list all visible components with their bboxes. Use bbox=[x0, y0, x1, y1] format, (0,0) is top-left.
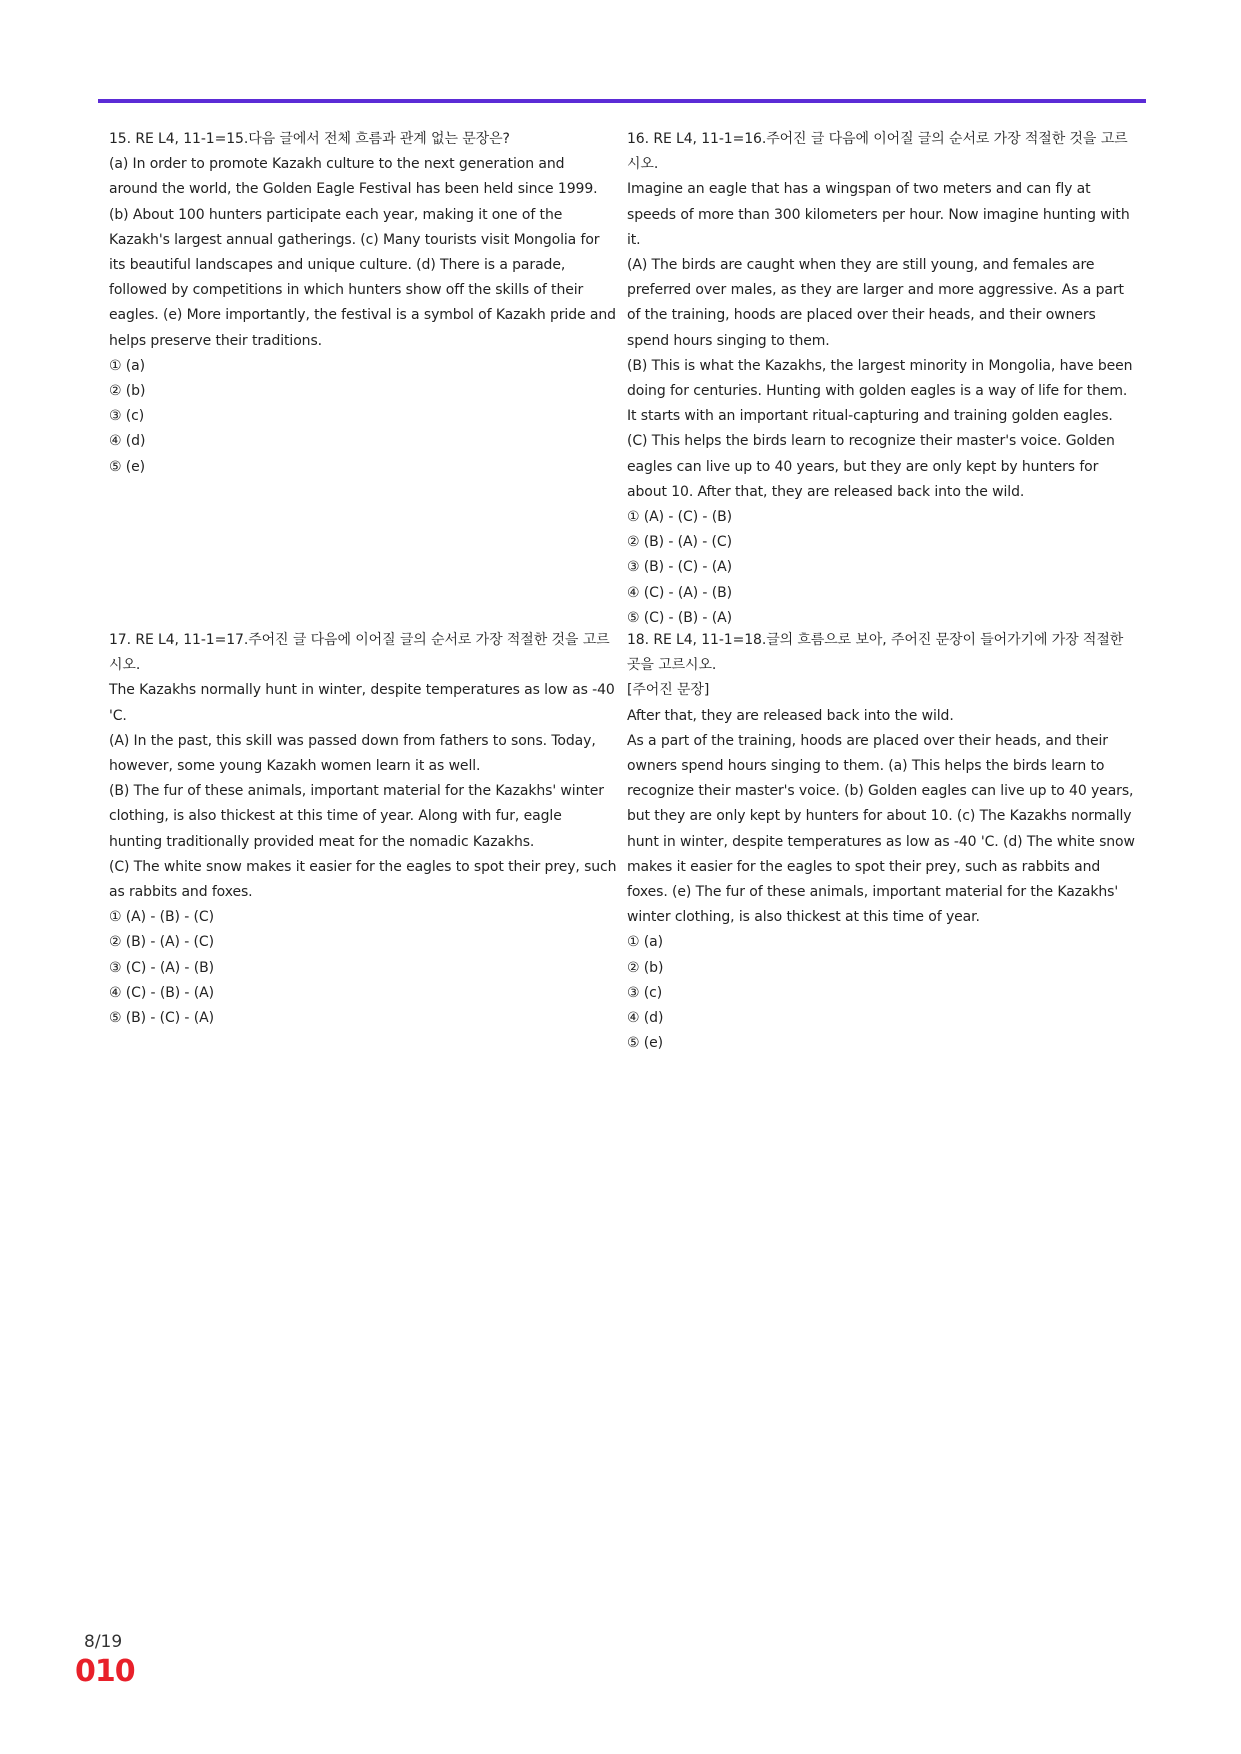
answer-option-3[interactable]: ③ (B) - (C) - (A) bbox=[627, 559, 732, 576]
question-17 bbox=[109, 628, 621, 1031]
answer-option-5[interactable]: ⑤ (e) bbox=[627, 1035, 664, 1052]
answer-option-4[interactable]: ④ (d) bbox=[109, 433, 146, 450]
answer-option-1[interactable]: ① (A) - (C) - (B) bbox=[627, 509, 732, 526]
question-16 bbox=[627, 127, 1135, 631]
header-divider bbox=[98, 99, 1146, 103]
given-sentence-label: [주어진 문장] bbox=[627, 682, 710, 699]
question-passage: (a) In order to promote Kazakh culture to the next generation and around the world, the Golden Eagle Festival has been held since 1999. (b) About 100 hunters participate each year, making it one of the Kazakh's largest annual gatherings. (c) Many tourists visit Mongolia for its beautiful landscapes and unique culture. (d) There is a parade, followed by competitions in which hunters show off the skills of their eagles. (e) More importantly, the festival is a symbol of Kazakh pride and helps preserve their traditions. bbox=[109, 156, 621, 349]
answer-option-2[interactable]: ② (B) - (A) - (C) bbox=[109, 934, 214, 951]
answer-option-5[interactable]: ⑤ (e) bbox=[109, 458, 146, 475]
paragraph-b: (B) This is what the Kazakhs, the largest minority in Mongolia, have been doing for centuries. Hunting with golden eagles is a way of life for them. It starts with an important ritual-capturing and training golden eagles. bbox=[627, 357, 1137, 425]
question-15 bbox=[109, 127, 621, 480]
answer-option-1[interactable]: ① (a) bbox=[109, 357, 146, 374]
answer-option-5[interactable]: ⑤ (C) - (B) - (A) bbox=[627, 609, 732, 626]
answer-option-2[interactable]: ② (b) bbox=[109, 383, 146, 400]
paragraph-c: (C) This helps the birds learn to recognize their master's voice. Golden eagles can live up to 40 years, but they are only kept by hunters for about 10. After that, they are released back into the wild. bbox=[627, 433, 1120, 500]
paragraph-b: (B) The fur of these animals, important material for the Kazakhs' winter clothing, is also thickest at this time of year. Along with fur, eagle hunting traditionally provided meat for the nomadic Kazakhs. bbox=[109, 783, 609, 850]
question-intro: Imagine an eagle that has a wingspan of two meters and can fly at speeds of more than 300 kilometers per hour. Now imagine hunting with it. bbox=[627, 181, 1134, 248]
page-number: 8/19 bbox=[84, 1632, 123, 1652]
question-intro: The Kazakhs normally hunt in winter, despite temperatures as low as -40 'C. bbox=[109, 682, 620, 724]
paragraph-a: (A) In the past, this skill was passed down from fathers to sons. Today, however, some young Kazakh women learn it as well. bbox=[109, 732, 601, 775]
answer-option-3[interactable]: ③ (c) bbox=[109, 408, 145, 425]
question-header: 18. RE L4, 11-1=18.글의 흐름으로 보아, 주어진 문장이 들어가기에 가장 적절한 곳을 고르시오. bbox=[627, 632, 1128, 674]
question-header: 15. RE L4, 11-1=15.다음 글에서 전체 흐름과 관계 없는 문장은? bbox=[109, 131, 510, 147]
paragraph-c: (C) The white snow makes it easier for the eagles to spot their prey, such as rabbits and foxes. bbox=[109, 858, 621, 901]
paragraph-a: (A) The birds are caught when they are still young, and females are preferred over males, as they are larger and more aggressive. As a part of the training, hoods are placed over their heads, and their owners spend hours singing to them. bbox=[627, 257, 1129, 349]
answer-option-5[interactable]: ⑤ (B) - (C) - (A) bbox=[109, 1010, 214, 1027]
given-sentence: After that, they are released back into the wild. bbox=[627, 707, 954, 724]
answer-option-1[interactable]: ① (A) - (B) - (C) bbox=[109, 909, 214, 926]
answer-option-3[interactable]: ③ (c) bbox=[627, 984, 663, 1001]
answer-option-4[interactable]: ④ (C) - (A) - (B) bbox=[627, 584, 732, 601]
question-passage: As a part of the training, hoods are placed over their heads, and their owners spend hours singing to them. (a) This helps the birds learn to recognize their master's voice. (b) Golden eagles can live up to 40 years, but they are only kept by hunters for about 10. (c) The Kazakhs normally hunt in winter, despite temperatures as low as -40 'C. (d) The white snow makes it easier for the eagles to spot their prey, such as rabbits and foxes. (e) The fur of these animals, important material for the Kazakhs' winter clothing, is also thickest at this time of year. bbox=[627, 732, 1140, 926]
question-18 bbox=[627, 628, 1140, 1056]
brand-logo: 010 bbox=[75, 1654, 135, 1689]
question-header: 16. RE L4, 11-1=16.주어진 글 다음에 이어질 글의 순서로 가장 적절한 것을 고르시오. bbox=[627, 131, 1128, 173]
answer-option-4[interactable]: ④ (C) - (B) - (A) bbox=[109, 984, 214, 1001]
answer-option-4[interactable]: ④ (d) bbox=[627, 1010, 664, 1027]
answer-option-2[interactable]: ② (B) - (A) - (C) bbox=[627, 534, 732, 551]
answer-option-3[interactable]: ③ (C) - (A) - (B) bbox=[109, 959, 214, 976]
question-header: 17. RE L4, 11-1=17.주어진 글 다음에 이어질 글의 순서로 가장 적절한 것을 고르시오. bbox=[109, 632, 610, 674]
answer-option-1[interactable]: ① (a) bbox=[627, 934, 664, 951]
answer-option-2[interactable]: ② (b) bbox=[627, 959, 664, 976]
